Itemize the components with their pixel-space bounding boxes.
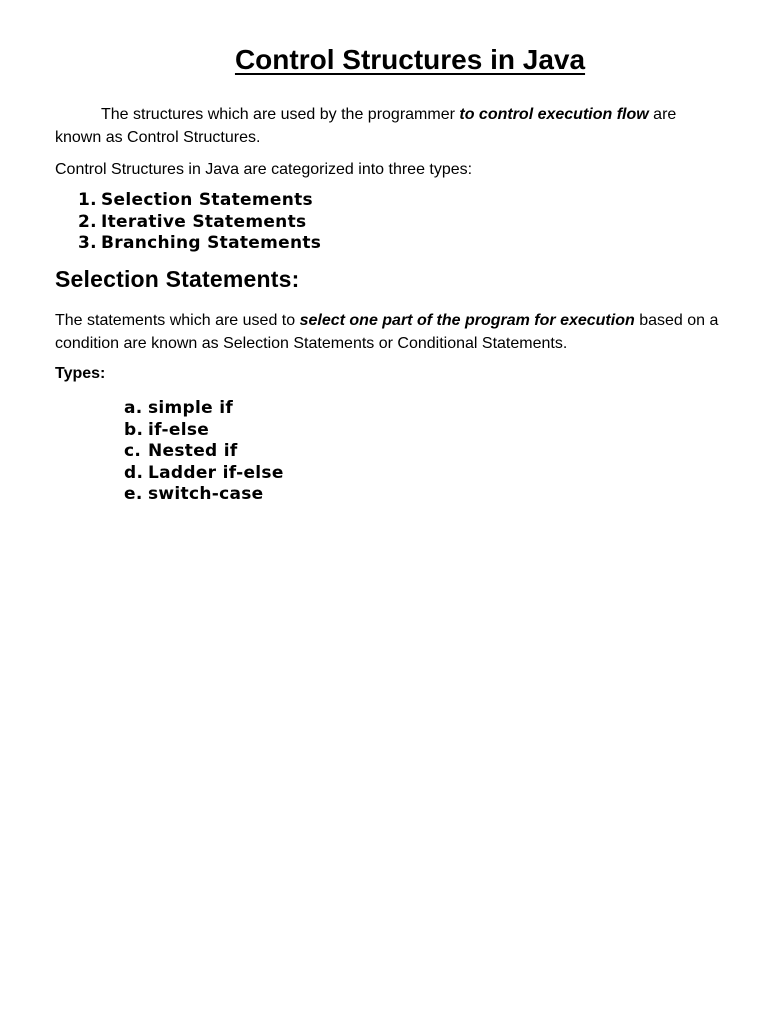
list-item — [124, 420, 284, 442]
list-marker: d. — [124, 462, 144, 483]
intro-paragraph — [55, 103, 725, 149]
list-item — [78, 212, 321, 234]
intro-text-before: The structures which are used by the programmer — [101, 106, 460, 123]
list-marker: e. — [124, 484, 143, 504]
intro-text-after: are known as Control Structures. — [55, 106, 677, 146]
list-marker: 1. — [78, 190, 97, 210]
categories-list — [78, 190, 321, 255]
list-item — [124, 463, 284, 485]
list-marker: a. — [124, 398, 143, 418]
selection-definition-paragraph — [55, 309, 725, 355]
list-item — [124, 441, 284, 463]
list-item-label: Iterative Statements — [101, 211, 307, 232]
page-title: Control Structures in Java — [234, 44, 586, 75]
list-item-label: Ladder if-else — [148, 462, 284, 483]
list-item-label: simple if — [148, 398, 234, 418]
definition-text-after: based on a condition are known as Selection Statements or Conditional Statements. — [55, 312, 719, 352]
list-marker: c. — [124, 441, 142, 461]
section-heading: Selection Statements: — [55, 266, 300, 292]
definition-emphasis: select one part of the program for execution — [299, 312, 635, 329]
list-item — [78, 233, 321, 255]
list-item — [124, 484, 284, 506]
types-label: Types: — [55, 365, 106, 382]
definition-text-before: The statements which are used to — [55, 312, 300, 329]
list-marker: b. — [124, 419, 144, 440]
list-item-label: Nested if — [148, 441, 238, 461]
list-item — [124, 398, 284, 420]
list-item-label: Selection Statements — [101, 190, 313, 210]
intro-emphasis: to control execution flow — [459, 106, 649, 123]
list-item-label: switch-case — [148, 484, 264, 504]
types-list — [124, 398, 284, 506]
categorized-paragraph: Control Structures in Java are categorized into three types: — [55, 161, 473, 178]
list-marker: 2. — [78, 211, 97, 232]
list-marker: 3. — [78, 233, 97, 253]
list-item — [78, 190, 321, 212]
list-item-label: if-else — [148, 419, 210, 440]
list-item-label: Branching Statements — [101, 233, 322, 253]
